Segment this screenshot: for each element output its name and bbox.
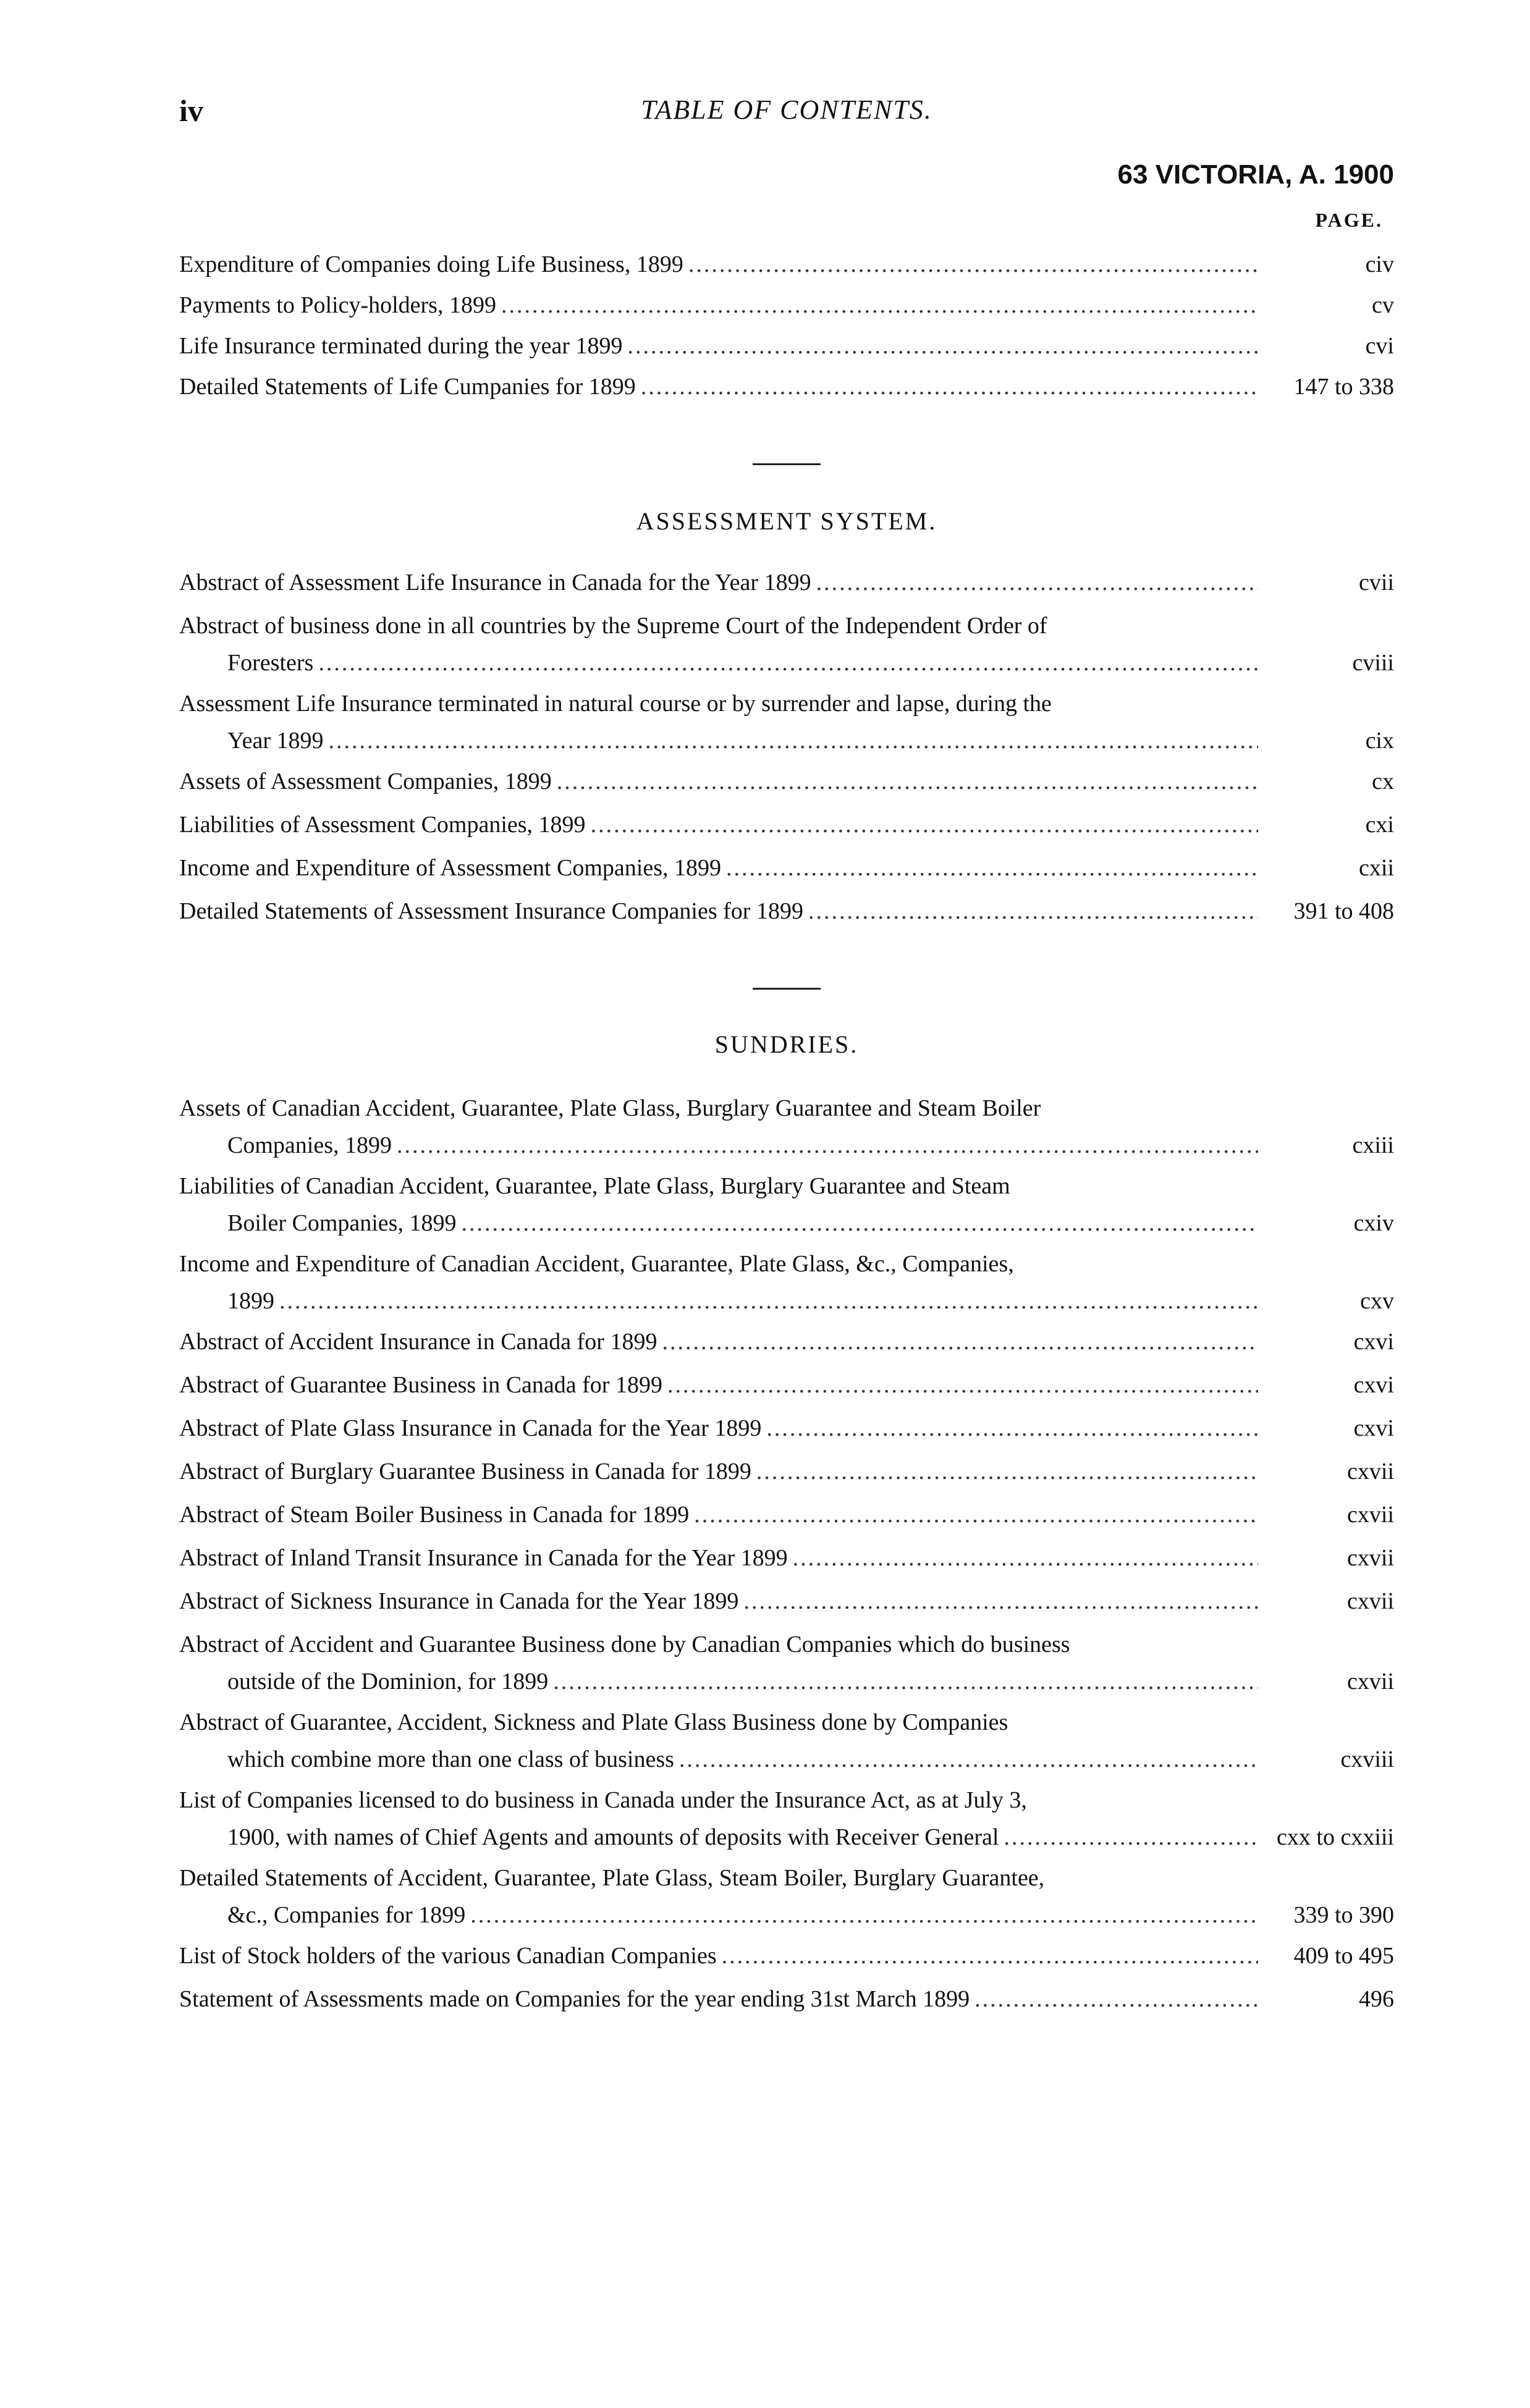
entry-line-text: Abstract of Steam Boiler Business in Canada for 1899: [179, 1502, 690, 1528]
toc-entry: [179, 1704, 1394, 1778]
dot-leader: [329, 722, 1258, 759]
entry-page-ref: civ: [1365, 251, 1394, 277]
toc-entry: [179, 1782, 1394, 1856]
entry-title: [179, 893, 1258, 930]
entry-title: [179, 1583, 1258, 1620]
dot-leader: [628, 327, 1259, 364]
entry-line-text: Foresters: [227, 650, 314, 676]
toc-entry: [179, 1453, 1394, 1490]
dot-leader: [722, 1937, 1258, 1974]
entry-line: [179, 327, 1258, 364]
entry-line-text: Abstract of Accident Insurance in Canada for 1899: [179, 1329, 657, 1355]
entry-line-text: Abstract of Guarantee Business in Canada for 1899: [179, 1372, 662, 1398]
entry-line-text: Assets of Assessment Companies, 1899: [179, 768, 552, 794]
entry-page-ref: cvii: [1359, 570, 1394, 596]
toc-entry: [179, 849, 1394, 886]
entry-title: [179, 1859, 1258, 1934]
dot-leader: [318, 644, 1258, 681]
entry-title: [179, 1937, 1258, 1974]
entry-title: [179, 1981, 1258, 2018]
entry-line: [179, 1453, 1258, 1490]
toc-entry: [179, 246, 1394, 283]
entry-line-text: Statement of Assessments made on Companies for the year ending 31st March 1899: [179, 1986, 970, 2012]
dot-leader: [553, 1663, 1258, 1700]
dot-leader: [667, 1366, 1258, 1404]
dot-leader: [591, 806, 1258, 843]
entry-page-ref: cxvii: [1347, 1502, 1394, 1528]
dot-leader: [397, 1127, 1258, 1164]
toc-entry: [179, 327, 1394, 364]
entry-line: [179, 1782, 1258, 1819]
entry-line: [179, 1819, 1258, 1856]
entry-title: [179, 287, 1258, 324]
entry-title: [179, 685, 1258, 759]
entry-line-text: Abstract of Assessment Life Insurance in Canada for the Year 1899: [179, 570, 811, 596]
entry-page-ref: cxx to cxxiii: [1277, 1824, 1394, 1850]
dot-leader: [974, 1981, 1258, 2018]
entry-line: [179, 1981, 1258, 2018]
entry-line-text: Boiler Companies, 1899: [227, 1210, 457, 1236]
entry-page-ref: 409 to 495: [1293, 1943, 1394, 1969]
page-column-label: PAGE.: [1315, 209, 1383, 231]
entry-line-text: outside of the Dominion, for 1899: [227, 1669, 549, 1694]
entry-page-ref: cvi: [1365, 333, 1394, 359]
entry-title: [179, 1539, 1258, 1577]
entry-title: [179, 246, 1258, 283]
assessment-system-list: [179, 564, 1394, 930]
entry-line: [179, 1127, 1258, 1164]
entry-line-text: Abstract of Accident and Guarantee Business done by Canadian Companies which do business: [179, 1631, 1070, 1657]
entry-title: [179, 1168, 1258, 1242]
dot-leader: [726, 849, 1258, 886]
toc-entry: [179, 806, 1394, 843]
toc-entry: [179, 1981, 1394, 2018]
toc-entry: [179, 1090, 1394, 1164]
toc-entry: [179, 1859, 1394, 1934]
entry-line: [179, 1245, 1258, 1282]
toc-entry: [179, 893, 1394, 930]
entry-line: [179, 849, 1258, 886]
toc-entry: [179, 1539, 1394, 1577]
entry-line-text: Income and Expenditure of Assessment Companies, 1899: [179, 855, 722, 881]
entry-line-text: Liabilities of Assessment Companies, 1899: [179, 812, 586, 838]
entry-line: [179, 287, 1258, 324]
entry-line-text: Detailed Statements of Assessment Insurance Companies for 1899: [179, 898, 803, 924]
entry-title: [179, 1626, 1258, 1700]
entry-title: [179, 607, 1258, 681]
entry-line: [179, 1626, 1258, 1663]
entry-line-text: Abstract of Inland Transit Insurance in Canada for the Year 1899: [179, 1545, 788, 1571]
entry-line-text: Abstract of Guarantee, Accident, Sickness and Plate Glass Business done by Companies: [179, 1709, 1008, 1735]
entry-page-ref: cxi: [1365, 812, 1394, 838]
toc-entry: [179, 1626, 1394, 1700]
sundries-list: [179, 1090, 1394, 2018]
toc-entry: [179, 1323, 1394, 1360]
entry-line: [179, 1859, 1258, 1897]
entry-line: [179, 1937, 1258, 1974]
entry-line: [179, 1704, 1258, 1741]
entry-line-text: Payments to Policy-holders, 1899: [179, 292, 496, 318]
entry-title: [179, 368, 1258, 405]
toc-entry: [179, 1245, 1394, 1320]
table-of-contents: [179, 209, 1394, 2024]
entry-line-text: 1900, with names of Chief Agents and amounts of deposits with Receiver General: [227, 1824, 999, 1850]
entry-line-text: Assessment Life Insurance terminated in natural course or by surrender and lapse, during the: [179, 691, 1052, 717]
entry-title: [179, 1496, 1258, 1533]
entry-title: [179, 1366, 1258, 1404]
running-title: TABLE OF CONTENTS.: [641, 95, 932, 125]
entry-title: [179, 849, 1258, 886]
section-title-assessment: ASSESSMENT SYSTEM.: [636, 507, 937, 535]
entry-page-ref: cxvii: [1347, 1669, 1394, 1694]
entry-title: [179, 806, 1258, 843]
entry-page-ref: cxvi: [1353, 1372, 1394, 1398]
entry-page-ref: cxvi: [1353, 1329, 1394, 1355]
toc-entry: [179, 368, 1394, 405]
entry-line-text: Abstract of Burglary Guarantee Business in Canada for 1899: [179, 1459, 751, 1484]
entry-line: [179, 1323, 1258, 1360]
toc-entry: [179, 1410, 1394, 1447]
toc-entry: [179, 1496, 1394, 1533]
dot-leader: [461, 1205, 1258, 1242]
entry-title: [179, 1453, 1258, 1490]
entry-line: [179, 763, 1258, 800]
entry-line-text: Year 1899: [227, 728, 324, 754]
dot-leader: [688, 246, 1258, 283]
entry-line-text: 1899: [227, 1288, 274, 1314]
entry-line-text: Assets of Canadian Accident, Guarantee, Plate Glass, Burglary Guarantee and Steam Boiler: [179, 1095, 1041, 1121]
entry-page-ref: cxvii: [1347, 1459, 1394, 1484]
entry-page-ref: cxviii: [1340, 1746, 1394, 1772]
entry-line-text: Abstract of Sickness Insurance in Canada for the Year 1899: [179, 1588, 739, 1614]
dot-leader: [694, 1496, 1258, 1533]
dot-leader: [557, 763, 1258, 800]
toc-entry: [179, 1583, 1394, 1620]
entry-line: [179, 1168, 1258, 1205]
entry-line: [179, 1366, 1258, 1404]
toc-entry: [179, 607, 1394, 681]
entry-line: [179, 1410, 1258, 1447]
entry-page-ref: 339 to 390: [1293, 1902, 1394, 1928]
session-label: 63 VICTORIA, A. 1900: [1117, 159, 1394, 190]
entry-line: [179, 1205, 1258, 1242]
dot-leader: [756, 1453, 1258, 1490]
entry-line: [179, 1539, 1258, 1577]
entry-line: [179, 1282, 1258, 1320]
entry-line: [179, 722, 1258, 759]
life-business-list: [179, 246, 1394, 405]
entry-page-ref: 391 to 408: [1293, 898, 1394, 924]
dot-leader: [501, 287, 1258, 324]
page-number: iv: [179, 93, 203, 128]
entry-line: [179, 1496, 1258, 1533]
toc-entry: [179, 1937, 1394, 1974]
entry-line-text: Companies, 1899: [227, 1132, 392, 1158]
entry-line: [179, 607, 1258, 644]
entry-line-text: &c., Companies for 1899: [227, 1902, 466, 1928]
entry-line-text: Abstract of business done in all countries by the Supreme Court of the Independent Order of: [179, 613, 1047, 639]
entry-line-text: List of Stock holders of the various Canadian Companies: [179, 1943, 717, 1969]
entry-page-ref: cxiii: [1352, 1132, 1394, 1158]
entry-title: [179, 1245, 1258, 1320]
entry-page-ref: cxvii: [1347, 1545, 1394, 1571]
entry-line-text: Expenditure of Companies doing Life Business, 1899: [179, 251, 683, 277]
entry-title: [179, 1782, 1258, 1856]
entry-page-ref: cxv: [1360, 1288, 1394, 1314]
entry-line: [179, 1090, 1258, 1127]
entry-line-text: Income and Expenditure of Canadian Accident, Guarantee, Plate Glass, &c., Companies,: [179, 1251, 1014, 1277]
dot-leader: [808, 893, 1258, 930]
dot-leader: [279, 1282, 1258, 1320]
dot-leader: [470, 1897, 1258, 1934]
entry-page-ref: cxvii: [1347, 1588, 1394, 1614]
entry-title: [179, 1090, 1258, 1164]
entry-title: [179, 564, 1258, 601]
page-header: [179, 93, 1394, 142]
entry-page-ref: cix: [1365, 728, 1394, 754]
dot-leader: [679, 1741, 1258, 1778]
entry-page-ref: cxvi: [1353, 1415, 1394, 1441]
entry-line-text: Detailed Statements of Accident, Guarantee, Plate Glass, Steam Boiler, Burglary Guarantee,: [179, 1865, 1045, 1891]
entry-line: [179, 644, 1258, 681]
entry-page-ref: cx: [1372, 768, 1394, 794]
entry-line: [179, 1897, 1258, 1934]
entry-title: [179, 327, 1258, 364]
entry-title: [179, 1410, 1258, 1447]
dot-leader: [766, 1410, 1258, 1447]
dot-leader: [641, 368, 1258, 405]
entry-line: [179, 1583, 1258, 1620]
dot-leader: [816, 564, 1258, 601]
entry-line: [179, 685, 1258, 722]
entry-page-ref: cxiv: [1353, 1210, 1394, 1236]
entry-page-ref: cxii: [1359, 855, 1394, 881]
entry-line: [179, 806, 1258, 843]
dot-leader: [743, 1583, 1258, 1620]
toc-entry: [179, 763, 1394, 800]
entry-line-text: List of Companies licensed to do business in Canada under the Insurance Act, as at July 3,: [179, 1787, 1027, 1813]
toc-entry: [179, 1366, 1394, 1404]
entry-line: [179, 368, 1258, 405]
toc-entry: [179, 564, 1394, 601]
entry-title: [179, 763, 1258, 800]
entry-line: [179, 1663, 1258, 1700]
entry-line-text: Life Insurance terminated during the year 1899: [179, 333, 623, 359]
entry-page-ref: cviii: [1352, 650, 1394, 676]
entry-line-text: which combine more than one class of business: [227, 1746, 674, 1772]
dot-leader: [1004, 1819, 1258, 1856]
entry-title: [179, 1704, 1258, 1778]
toc-entry: [179, 1168, 1394, 1242]
toc-entry: [179, 685, 1394, 759]
toc-entry: [179, 287, 1394, 324]
entry-line: [179, 564, 1258, 601]
dot-leader: [793, 1539, 1258, 1577]
entry-line: [179, 246, 1258, 283]
entry-line: [179, 1741, 1258, 1778]
entry-page-ref: 496: [1359, 1986, 1394, 2012]
entry-line-text: Abstract of Plate Glass Insurance in Canada for the Year 1899: [179, 1415, 762, 1441]
dot-leader: [662, 1323, 1258, 1360]
entry-line-text: Liabilities of Canadian Accident, Guarantee, Plate Glass, Burglary Guarantee and Steam: [179, 1173, 1010, 1199]
entry-title: [179, 1323, 1258, 1360]
entry-page-ref: 147 to 338: [1293, 374, 1394, 400]
entry-page-ref: cv: [1372, 292, 1394, 318]
entry-line-text: Detailed Statements of Life Cumpanies for 1899: [179, 374, 636, 400]
section-title-sundries: SUNDRIES.: [714, 1030, 859, 1058]
entry-line: [179, 893, 1258, 930]
